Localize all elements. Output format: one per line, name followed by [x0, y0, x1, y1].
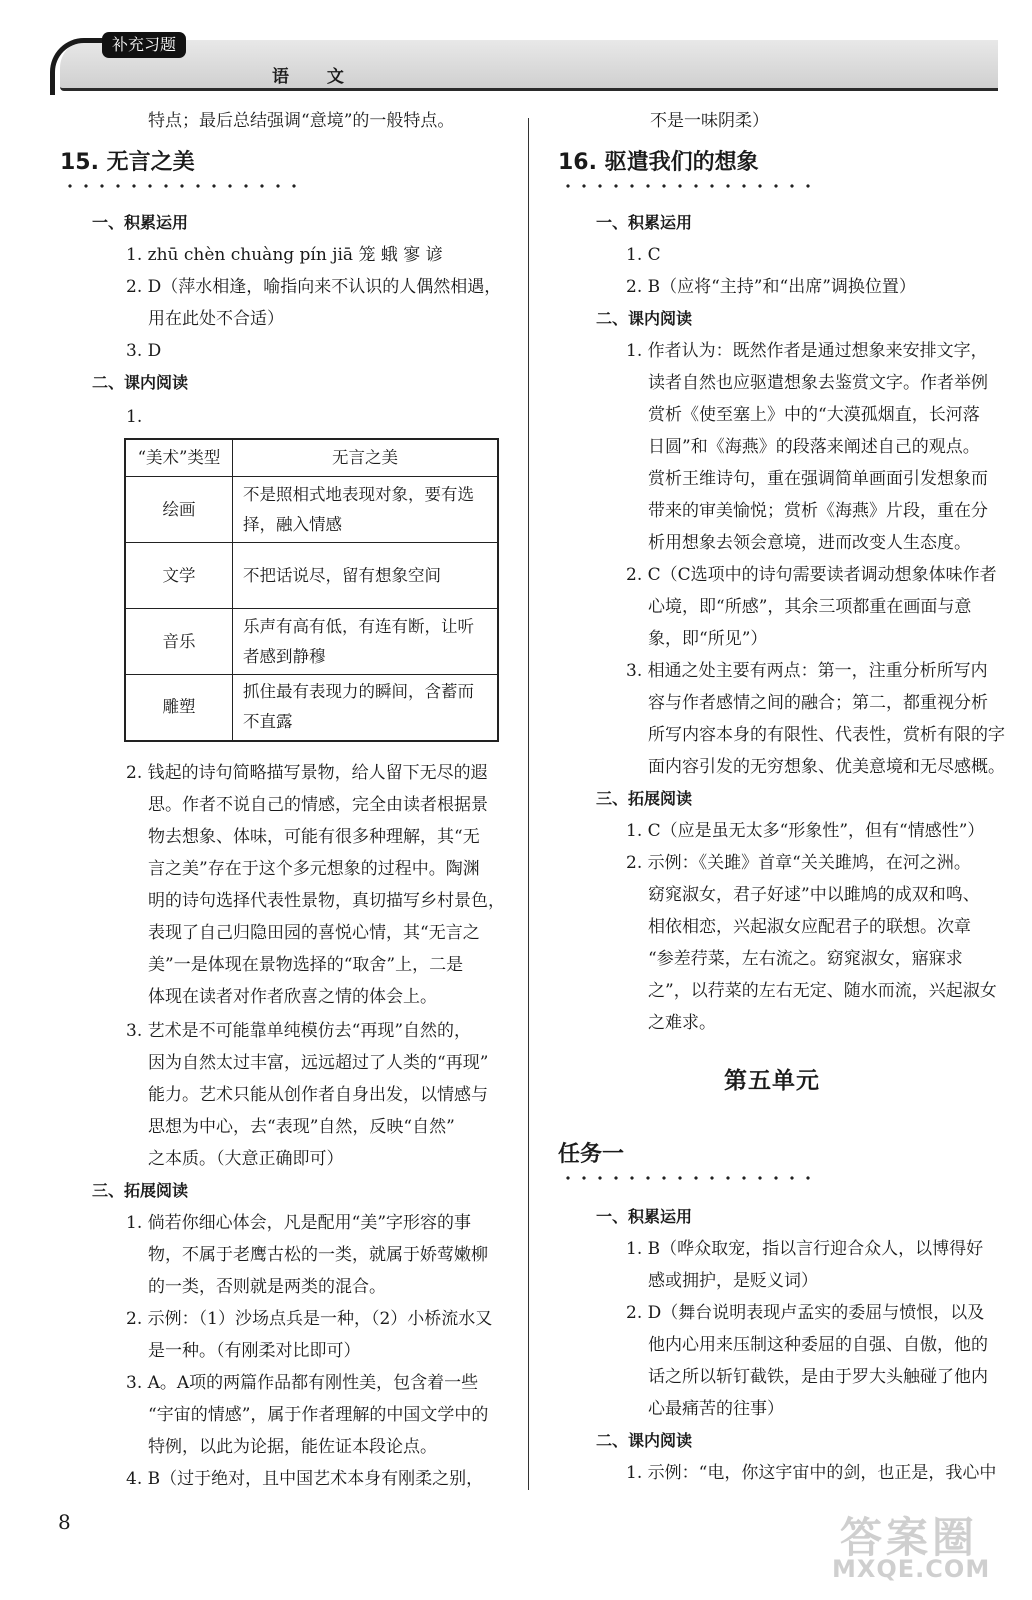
- answer-2-3: 3. 相通之处主要有两点：第一，注重分析所写内: [626, 661, 988, 681]
- table-cell-desc: [233, 543, 499, 609]
- answer-3-2-cont: 之难求。: [648, 1013, 716, 1033]
- heading-in-class-reading: 二、课内阅读: [92, 373, 189, 392]
- page-header: [50, 30, 1000, 90]
- table-cell-type: 文学: [125, 543, 233, 609]
- answer-2-2-cont: 物去想象、体味，可能有很多种理解，其“无: [148, 827, 480, 847]
- answer-3-1: 1. C（应是虽无太多“形象性”，但有“情感性”）: [626, 821, 985, 841]
- table-header-desc: 无言之美: [233, 439, 499, 477]
- answer-2-1-cont: 析用想象去领会意境，进而改变人生态度。: [648, 533, 971, 553]
- answer-2-2-cont: 思。作者不说自己的情感，完全由读者根据景: [148, 795, 488, 815]
- cell-line: 不是照相式地表现对象，要有选: [243, 484, 474, 504]
- answer-3-2-cont: 窈窕淑女，君子好逑”中以雎鸠的成双和鸣、: [648, 885, 980, 905]
- table-cell-desc: [233, 675, 499, 741]
- table-row: [125, 543, 498, 609]
- watermark-url: MXQE.COM: [832, 1555, 991, 1583]
- cell-line: 者感到静穆: [243, 646, 326, 666]
- table-cell-type: 雕塑: [125, 675, 233, 741]
- continued-text: 特点；最后总结强调“意境”的一般特点。: [148, 111, 455, 131]
- cell-line: 择，融入情感: [243, 514, 342, 534]
- answer-1-1: 1. zhū chèn chuàng pín jiā 笼 蛾 寥 谚: [126, 245, 443, 265]
- answer-3-3: 3. A。A项的两篇作品都有刚性美，包含着一些: [126, 1373, 479, 1393]
- answer-3-2: 2. 示例：《关雎》首章“关关雎鸠，在河之洲。: [626, 853, 971, 873]
- answer-2-3-cont: 之本质。（大意正确即可）: [148, 1149, 344, 1169]
- heading-extended-reading: 三、拓展阅读: [92, 1181, 189, 1200]
- answer-3-1-cont: 物，不属于老鹰古松的一类，就属于娇莺嫩柳: [148, 1245, 488, 1265]
- table-row: [125, 477, 498, 543]
- answer-2-1-cont: 赏析王维诗句，重在强调简单画面引发想象而: [648, 469, 988, 489]
- answer-2-1-cont: 日圆”和《海燕》的段落来阐述自己的观点。: [648, 437, 980, 457]
- answer-1-2: 2. D（萍水相逢，喻指向来不认识的人偶然相遇，: [126, 277, 502, 297]
- answer-3-2-cont: 之”，以荇菜的左右无定、随水而流，兴起淑女: [648, 981, 997, 1001]
- answer-2-1-cont: 带来的审美愉悦；赏析《海燕》片段，重在分: [648, 501, 988, 521]
- task-answer-2: 2. D（舞台说明表现卢孟实的委屈与愤恨，以及: [626, 1303, 985, 1323]
- title-dots: [62, 184, 308, 188]
- task-answer-2-cont: 他内心用来压制这种委屈的自强、自傲，他的: [648, 1335, 988, 1355]
- table-cell-type: 绘画: [125, 477, 233, 543]
- answer-3-3-cont: 特例，以此为论据，能佐证本段论点。: [148, 1437, 437, 1457]
- answer-2-2: 2. 钱起的诗句简略描写景物，给人留下无尽的遐: [126, 763, 488, 783]
- title-dots: [560, 1176, 810, 1180]
- answer-2-3-cont: 面内容引发的无穷想象、优美意境和无尽感概。: [648, 757, 1005, 777]
- header-bar: [60, 40, 998, 91]
- answer-2-2: 2. C（C选项中的诗句需要读者调动想象体味作者: [626, 565, 997, 585]
- task-answer-1-cont: 感或拥护，是贬义词）: [648, 1271, 818, 1291]
- book-series-tab: 补充习题: [102, 32, 186, 58]
- column-divider: [528, 118, 529, 1490]
- answer-3-3-cont: “宇宙的情感”，属于作者理解的中国文学中的: [148, 1405, 489, 1425]
- task-title: 任务一: [558, 1142, 625, 1167]
- answer-2-2-cont: 体现在读者对作者欣喜之情的体会上。: [148, 987, 437, 1007]
- title-dots: [560, 184, 810, 188]
- answer-3-2: 2. 示例：（1）沙场点兵是一种，（2）小桥流水又: [126, 1309, 493, 1329]
- table-cell-desc: [233, 477, 499, 543]
- table-row: [125, 609, 498, 675]
- answer-3-2-cont: 是一种。（有刚柔对比即可）: [148, 1341, 361, 1361]
- answer-2-3-cont: 因为自然太过丰富，远远超过了人类的“再现”: [148, 1053, 489, 1073]
- answer-2-3-cont: 能力。艺术只能从创作者自身出发，以情感与: [148, 1085, 488, 1105]
- table-cell-type: 音乐: [125, 609, 233, 675]
- task-answer-3: 1. 示例：“电，你这宇宙中的剑，也正是，我心中: [626, 1463, 997, 1483]
- task-answer-2-cont: 心最痛苦的往事）: [648, 1399, 784, 1419]
- cell-line: 乐声有高有低，有连有断，让听: [243, 616, 474, 636]
- answer-2-2-cont: 明的诗句选择代表性景物，真切描写乡村景色，: [148, 891, 505, 911]
- answer-3-2-cont: 相依相恋，兴起淑女应配君子的联想。次章: [648, 917, 971, 937]
- answer-1-3: 3. D: [126, 341, 162, 361]
- answer-2-1-cont: 赏析《使至塞上》中的“大漠孤烟直，长河落: [648, 405, 980, 425]
- section-title-15: 15. 无言之美: [60, 150, 195, 175]
- unit-title: 第五单元: [724, 1068, 820, 1094]
- answer-3-4: 4. B（过于绝对，且中国艺术本身有刚柔之别，: [126, 1469, 484, 1489]
- answer-2-2-cont: 心境，即“所感”，其余三项都重在画面与意: [648, 597, 972, 617]
- cell-line: 抓住最有表现力的瞬间，含蓄而: [243, 682, 474, 702]
- answer-1-2: 2. B（应将“主持”和“出席”调换位置）: [626, 277, 916, 297]
- table-header-row: [125, 439, 498, 477]
- cell-line: 不直露: [243, 712, 293, 732]
- table-header-type: “美术”类型: [125, 439, 233, 477]
- answer-2-1: 1.: [126, 407, 143, 427]
- answer-2-3-cont: 思想为中心，去“表现”自然，反映“自然”: [148, 1117, 455, 1137]
- answer-2-2-cont: 象，即“所见”）: [648, 629, 768, 649]
- task-answer-2-cont: 话之所以斩钉截铁，是由于罗大头触碰了他内: [648, 1367, 988, 1387]
- answer-1-2-cont: 用在此处不合适）: [148, 309, 284, 329]
- answer-3-2-cont: “参差荇菜，左右流之。窈窕淑女，寤寐求: [648, 949, 963, 969]
- answer-2-3-cont: 所写内容本身的有限性、代表性，赏析有限的字: [648, 725, 1005, 745]
- table-cell-desc: [233, 609, 499, 675]
- answer-2-1-cont: 读者自然也应驱遣想象去鉴赏文字。作者举例: [648, 373, 988, 393]
- heading-accumulate: 一、积累运用: [92, 213, 189, 232]
- answer-3-1-cont: 的一类，否则就是两类的混合。: [148, 1277, 386, 1297]
- heading-in-class-reading: 二、课内阅读: [596, 1431, 693, 1450]
- cell-line: 不把话说尽，留有想象空间: [243, 565, 441, 585]
- answer-2-2-cont: 言之美”存在于这个多元想象的过程中。陶渊: [148, 859, 480, 879]
- art-types-table: [124, 438, 499, 742]
- heading-in-class-reading: 二、课内阅读: [596, 309, 693, 328]
- answer-2-2-cont: 美”一是体现在景物选择的“取舍”上，二是: [148, 955, 464, 975]
- heading-accumulate: 一、积累运用: [596, 213, 693, 232]
- answer-2-3-cont: 容与作者感情之间的融合；第二，都重视分析: [648, 693, 988, 713]
- heading-extended-reading: 三、拓展阅读: [596, 789, 693, 808]
- watermark-logo: 答案圈: [840, 1513, 979, 1562]
- section-title-16: 16. 驱遣我们的想象: [558, 150, 759, 175]
- answer-1-1: 1. C: [626, 245, 661, 265]
- task-answer-1: 1. B（哗众取宠，指以言行迎合众人，以博得好: [626, 1239, 984, 1259]
- subject-title: 语 文: [272, 67, 360, 87]
- answer-2-2-cont: 表现了自己归隐田园的喜悦心情，其“无言之: [148, 923, 480, 943]
- table-row: [125, 675, 498, 741]
- answer-2-1: 1. 作者认为：既然作者是通过想象来安排文字，: [626, 341, 988, 361]
- answer-2-3: 3. 艺术是不可能靠单纯模仿去“再现”自然的，: [126, 1021, 472, 1041]
- heading-accumulate: 一、积累运用: [596, 1207, 693, 1226]
- answer-3-1: 1. 倘若你细心体会，凡是配用“美”字形容的事: [126, 1213, 472, 1233]
- page-number: 8: [58, 1510, 71, 1534]
- watermark: [832, 1505, 1002, 1593]
- continued-text: 不是一味阴柔）: [650, 111, 769, 131]
